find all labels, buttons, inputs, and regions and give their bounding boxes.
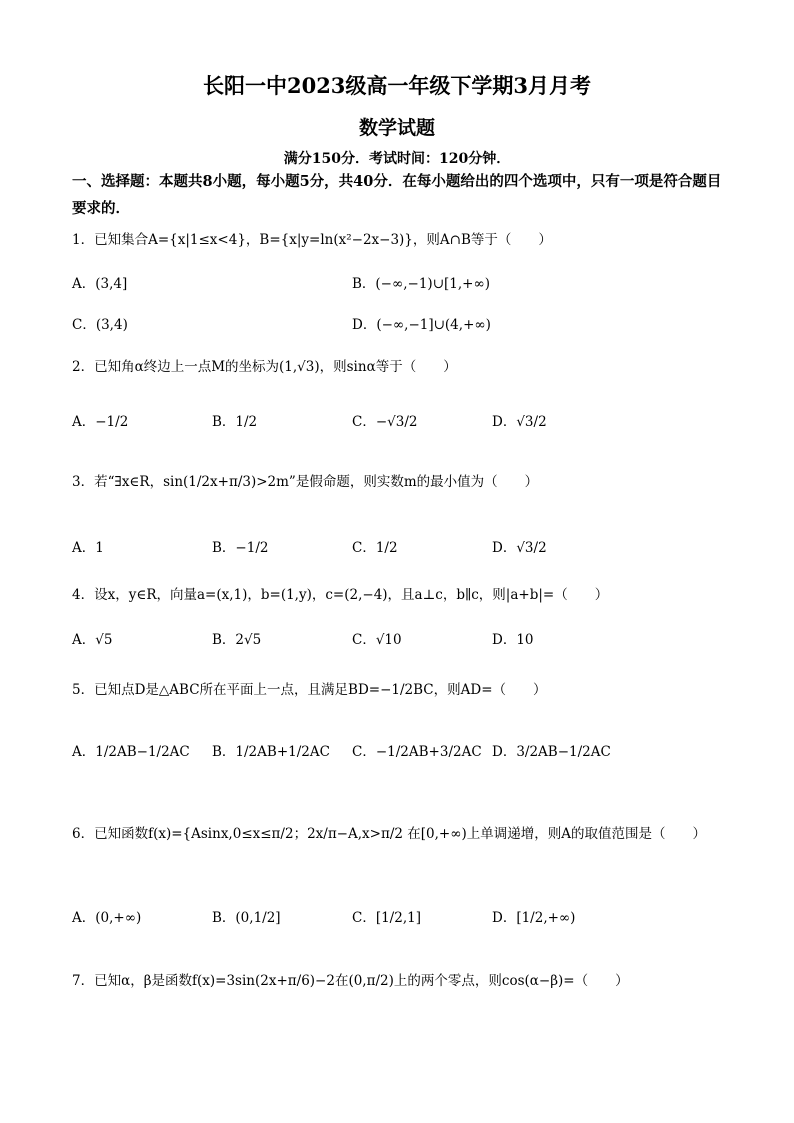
question-3-stem: 3．若“∃x∈R，sin(1/2x+π/3)>2m”是假命题，则实数m的最小值为（ ）: [72, 474, 539, 490]
question-4-option-a: A．√5: [72, 632, 113, 648]
question-3-option-d: D．√3/2: [492, 540, 547, 556]
question-4-option-d: D．10: [492, 632, 534, 648]
question-4-option-b: B．2√5: [212, 632, 262, 648]
exam-title: 长阳一中2023级高一年级下学期3月月考: [202, 73, 592, 98]
question-6-option-c: C．[1/2,1]: [352, 910, 421, 926]
question-1-option-d: D．(−∞,−1]∪(4,+∞): [352, 317, 491, 333]
question-6-option-a: A．(0,+∞): [72, 910, 142, 926]
question-1-option-c: C．(3,4): [72, 317, 128, 333]
question-4-option-c: C．√10: [352, 632, 402, 648]
question-6-stem: 6．已知函数f(x)={Asinx,0≤x≤π/2；2x/π−A,x>π/2 在[0,+∞)上单调递增，则A的取值范围是（ ）: [72, 826, 706, 842]
question-2-option-b: B．1/2: [212, 414, 258, 430]
question-1-option-b: B．(−∞,−1)∪[1,+∞): [352, 276, 490, 292]
question-3-option-b: B．−1/2: [212, 540, 269, 556]
exam-info: 满分150分．考试时间：120分钟．: [283, 151, 511, 167]
question-2-option-a: A．−1/2: [72, 414, 129, 430]
exam-subtitle: 数学试题: [358, 117, 435, 139]
question-5-option-a: A．1/2AB−1/2AC: [72, 744, 190, 760]
question-4-stem: 4．设x，y∈R，向量a=(x,1)，b=(1,y)，c=(2,−4)，且a⊥c，b∥c，则|a+b|=（ ）: [72, 587, 609, 603]
question-6-option-b: B．(0,1/2]: [212, 910, 281, 926]
question-5-stem: 5．已知点D是△ABC所在平面上一点，且满足BD=−1/2BC，则AD=（ ）: [72, 682, 547, 698]
question-3-option-c: C．1/2: [352, 540, 398, 556]
question-5-option-d: D．3/2AB−1/2AC: [492, 744, 611, 760]
question-5-option-b: B．1/2AB+1/2AC: [212, 744, 330, 760]
section-heading: 一、选择题：本题共8小题，每小题5分，共40分．在每小题给出的四个选项中，只有一项是符合题目要求的．: [72, 173, 722, 217]
question-2-option-c: C．−√3/2: [352, 414, 418, 430]
question-5-option-c: C．−1/2AB+3/2AC: [352, 744, 482, 760]
question-1-stem: 1．已知集合A={x|1≤x<4}，B={x|y=ln(x²−2x−3)}，则A∩B等于（ ）: [72, 232, 552, 248]
question-2-option-d: D．√3/2: [492, 414, 547, 430]
question-7-stem: 7．已知α，β是函数f(x)=3sin(2x+π/6)−2在(0,π/2)上的两个零点，则cos(α−β)=（ ）: [72, 973, 629, 989]
question-6-option-d: D．[1/2,+∞): [492, 910, 576, 926]
question-2-stem: 2．已知角α终边上一点M的坐标为(1,√3)，则sinα等于（ ）: [72, 359, 457, 375]
question-3-option-a: A．1: [72, 540, 104, 556]
question-1-option-a: A．(3,4]: [72, 276, 128, 292]
